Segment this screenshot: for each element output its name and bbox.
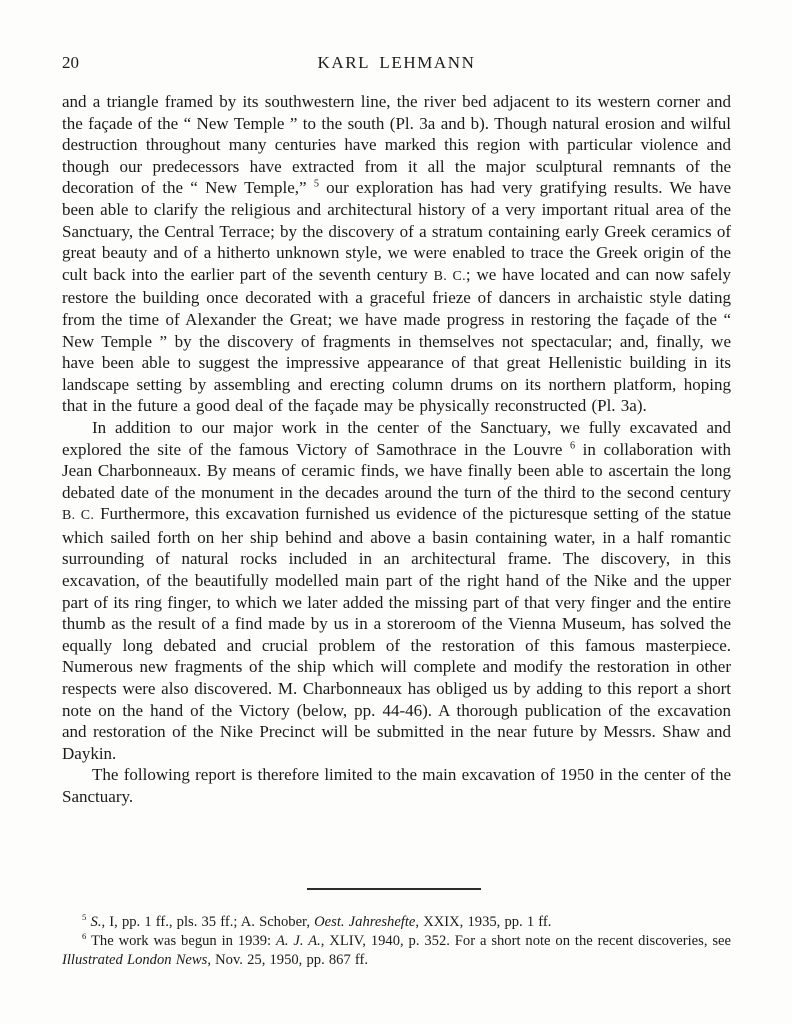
page-number: 20	[62, 53, 79, 72]
footnote-separator-rule	[307, 888, 481, 890]
footnote-5: $^5$ S., I, pp. 1 ff., pls. 35 ff.; A. Schober, Oest. Jahreshefte, XXIX, 1935, pp. 1 ff.	[82, 912, 552, 930]
paragraph-nike-excavation: In addition to our major work in the center of the Sanctuary, we fully excavated and explored the site of the famous Victory of Samothrace in the Louvre $^6$ in collaboration with Jean Charbonneaux. By means of ceramic finds, we have finally been able to ascertain the long debated date of the monument in the decades around the turn of the third to the second century B. C. Furthermore, this excavation furnished us evidence of the picturesque setting of the statue which sailed forth on her ship behind and above a basin containing water, in a half romantic surrounding of natural rocks included in an architectural frame. The discovery, in this excavation, of the beautifully modelled main part of the right hand of the Nike and the upper part of its ring finger, to which we later added the missing part of that very finger and the entire thumb as the result of a find made by us in a storeroom of the Vienna Museum, has solved the equally long debated and crucial problem of the restoration of this famous masterpiece. Numerous new fragments of the ship which will complete and modify the restoration in other respects were also discovered. M. Charbonneaux has obliged us by adding to this report a short note on the hand of the Victory (below, pp. 44-46). A thorough publication of the excavation and restoration of the Nike Precinct will be submitted in the near future by Messrs. Shaw and Daykin.	[62, 417, 731, 763]
footnotes-section	[62, 913, 731, 971]
running-head	[62, 53, 731, 73]
paragraph-report-scope: The following report is therefore limited to the main excavation of 1950 in the center of the Sanctuary.	[62, 765, 731, 806]
article-body	[62, 91, 731, 808]
paragraph-continuation: and a triangle framed by its southwestern line, the river bed adjacent to its western corner and the façade of the “ New Temple ” to the south (Pl. 3a and b). Though natural erosion and wilful destruction throughout many centuries have marked this region with particular violence and though our predecessors have extracted from it all the major sculptural remnants of the decoration of the “ New Temple,” $^5$ our exploration has had very gratifying results. We have been able to clarify the religious and architectural history of a very important ritual area of the Sanctuary, the Central Terrace; by the discovery of a stratum containing early Greek ceramics of great beauty and of a hitherto unknown style, we were enabled to trace the Greek origin of the cult back into the earlier part of the seventh century B. C.; we have located and can now safely restore the building once decorated with a graceful frieze of dancers in archaistic style dating from the time of Alexander the Great; we have made progress in restoring the façade of the “ New Temple ” by the discovery of fragments in themselves not spectacular; and, finally, we have been able to suggest the impressive appearance of that great Hellenistic building in its landscape setting by assembling and erecting column drums on its northern platform, hoping that in the future a good deal of the façade may be physically reconstructed (Pl. 3a).	[62, 92, 731, 416]
footnote-6: $^6$ The work was begun in 1939: A. J. A., XLIV, 1940, p. 352. For a short note on the recent discoveries, see Illustrated London News, Nov. 25, 1950, pp. 867 ff.	[62, 931, 731, 969]
running-header-title: KARL LEHMANN	[317, 53, 476, 72]
